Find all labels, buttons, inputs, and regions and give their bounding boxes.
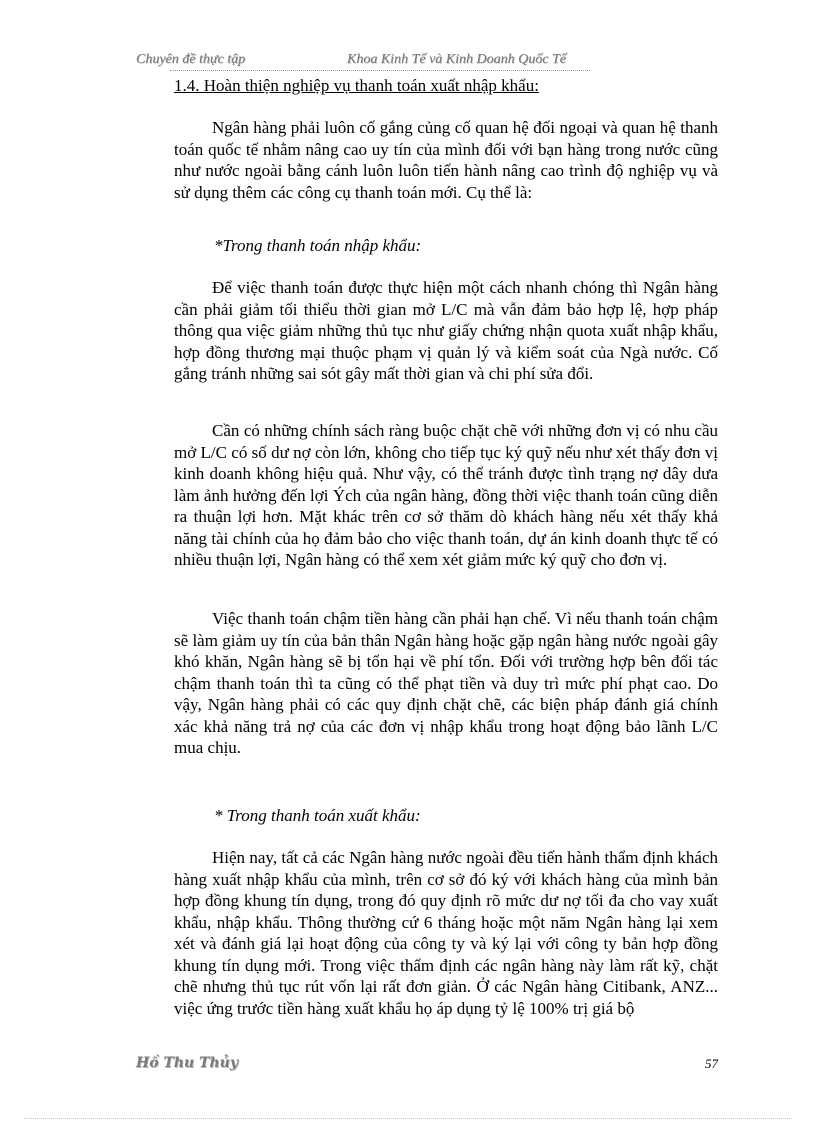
subheading-export: * Trong thanh toán xuất khẩu: [214, 806, 421, 825]
footer-divider [24, 1118, 792, 1119]
paragraph-import-procedures: Để việc thanh toán được thực hiện một cách nhanh chóng thì Ngân hàng cần phải giảm tối thiểu thời gian mở L/C mà vẫn đảm bảo hợp lệ, hợp pháp thông qua việc giảm những thủ tục như giấy chứng nhận quota xuất nhập khẩu, hợp đồng thương mại thuộc phạm vị quản lý và kiểm soát của Ngà nước. Cố gắng tránh những sai sót gây mất thời gian và chi phí sửa đổi. [174, 278, 718, 383]
paragraph-import-late-payment: Việc thanh toán chậm tiền hàng cần phải hạn chế. Vì nếu thanh toán chậm sẽ làm giảm uy tín của bản thân Ngân hàng hoặc gặp ngân hàng nước ngoài gây khó khăn, Ngân hàng sẽ bị tổn hại về phí tổn. Đối với trường hợp bên đối tác chậm thanh toán thì ta cũng có thể phạt tiền và duy trì mức phí phạt cao. Do vậy, Ngân hàng phải có các quy định chặt chẽ, các biện pháp đánh giá chính xác khả năng trả nợ của các đơn vị nhập khẩu trong hoạt động bảo lãnh L/C mua chịu. [174, 609, 718, 757]
footer-author: Hồ Thu Thủy [136, 1055, 238, 1071]
section-title: 1.4. Hoàn thiện nghiệp vụ thanh toán xuất nhập khẩu: [174, 76, 539, 95]
paragraph-intro: Ngân hàng phải luôn cố gắng củng cố quan hệ đối ngoại và quan hệ thanh toán quốc tế nhằm nâng cao uy tín của mình đối với bạn hàng trong nước cũng như nước ngoài bằng cánh luôn luôn tiến hành nâng cao trình độ nghiệp vụ và sử dụng thêm các công cụ thanh toán mới. Cụ thể là: [174, 118, 718, 202]
header-faculty: Khoa Kinh Tế và Kinh Doanh Quốc Tế [347, 52, 566, 67]
subheading-import: *Trong thanh toán nhập khẩu: [214, 236, 422, 255]
page-number: 57 [705, 1056, 718, 1071]
page-header [136, 52, 620, 70]
paragraph-import-policies: Cần có những chính sách ràng buộc chặt chẽ với những đơn vị có nhu cầu mở L/C có số dư nợ còn lớn, không cho tiếp tục ký quỹ nếu như xét thấy đơn vị kinh doanh không hiệu quả. Như vậy, có thể tránh được tình trạng nợ dây dưa làm ảnh hưởng đến lợi Ých của ngân hàng, đồng thời việc thanh toán cũng diễn ra thuận lợi hơn. Mặt khác trên cơ sở thăm dò khách hàng nếu xét thấy khả năng tài chính của họ đảm bảo cho việc thanh toán, dự án kinh doanh thực tế có nhiều thuận lợi, Ngân hàng có thể xem xét giảm mức ký quỹ cho đơn vị. [174, 421, 718, 569]
header-document-type: Chuyên đề thực tập [136, 52, 246, 67]
paragraph-export-credit: Hiện nay, tất cả các Ngân hàng nước ngoài đều tiến hành thẩm định khách hàng xuất nhập khẩu của mình, trên cơ sở đó ký với khách hàng của mình bản hợp đồng khung tín dụng, trong đó quy định rõ mức dư nợ tối đa cho vay xuất khẩu, nhập khẩu. Thông thường cứ 6 tháng hoặc một năm Ngân hàng lại xem xét và đánh giá lại hoạt động của công ty và ký lại với công ty bản hợp đồng khung tín dụng mới. Trong việc thẩm định các ngân hàng này làm rất kỹ, chặt chẽ nhưng thủ tục rút vốn lại rất đơn giản. Ở các Ngân hàng Citibank, ANZ... việc ứng trước tiền hàng xuất khẩu họ áp dụng tỷ lệ 100% trị giá bộ [174, 848, 718, 1018]
header-divider [170, 70, 590, 71]
